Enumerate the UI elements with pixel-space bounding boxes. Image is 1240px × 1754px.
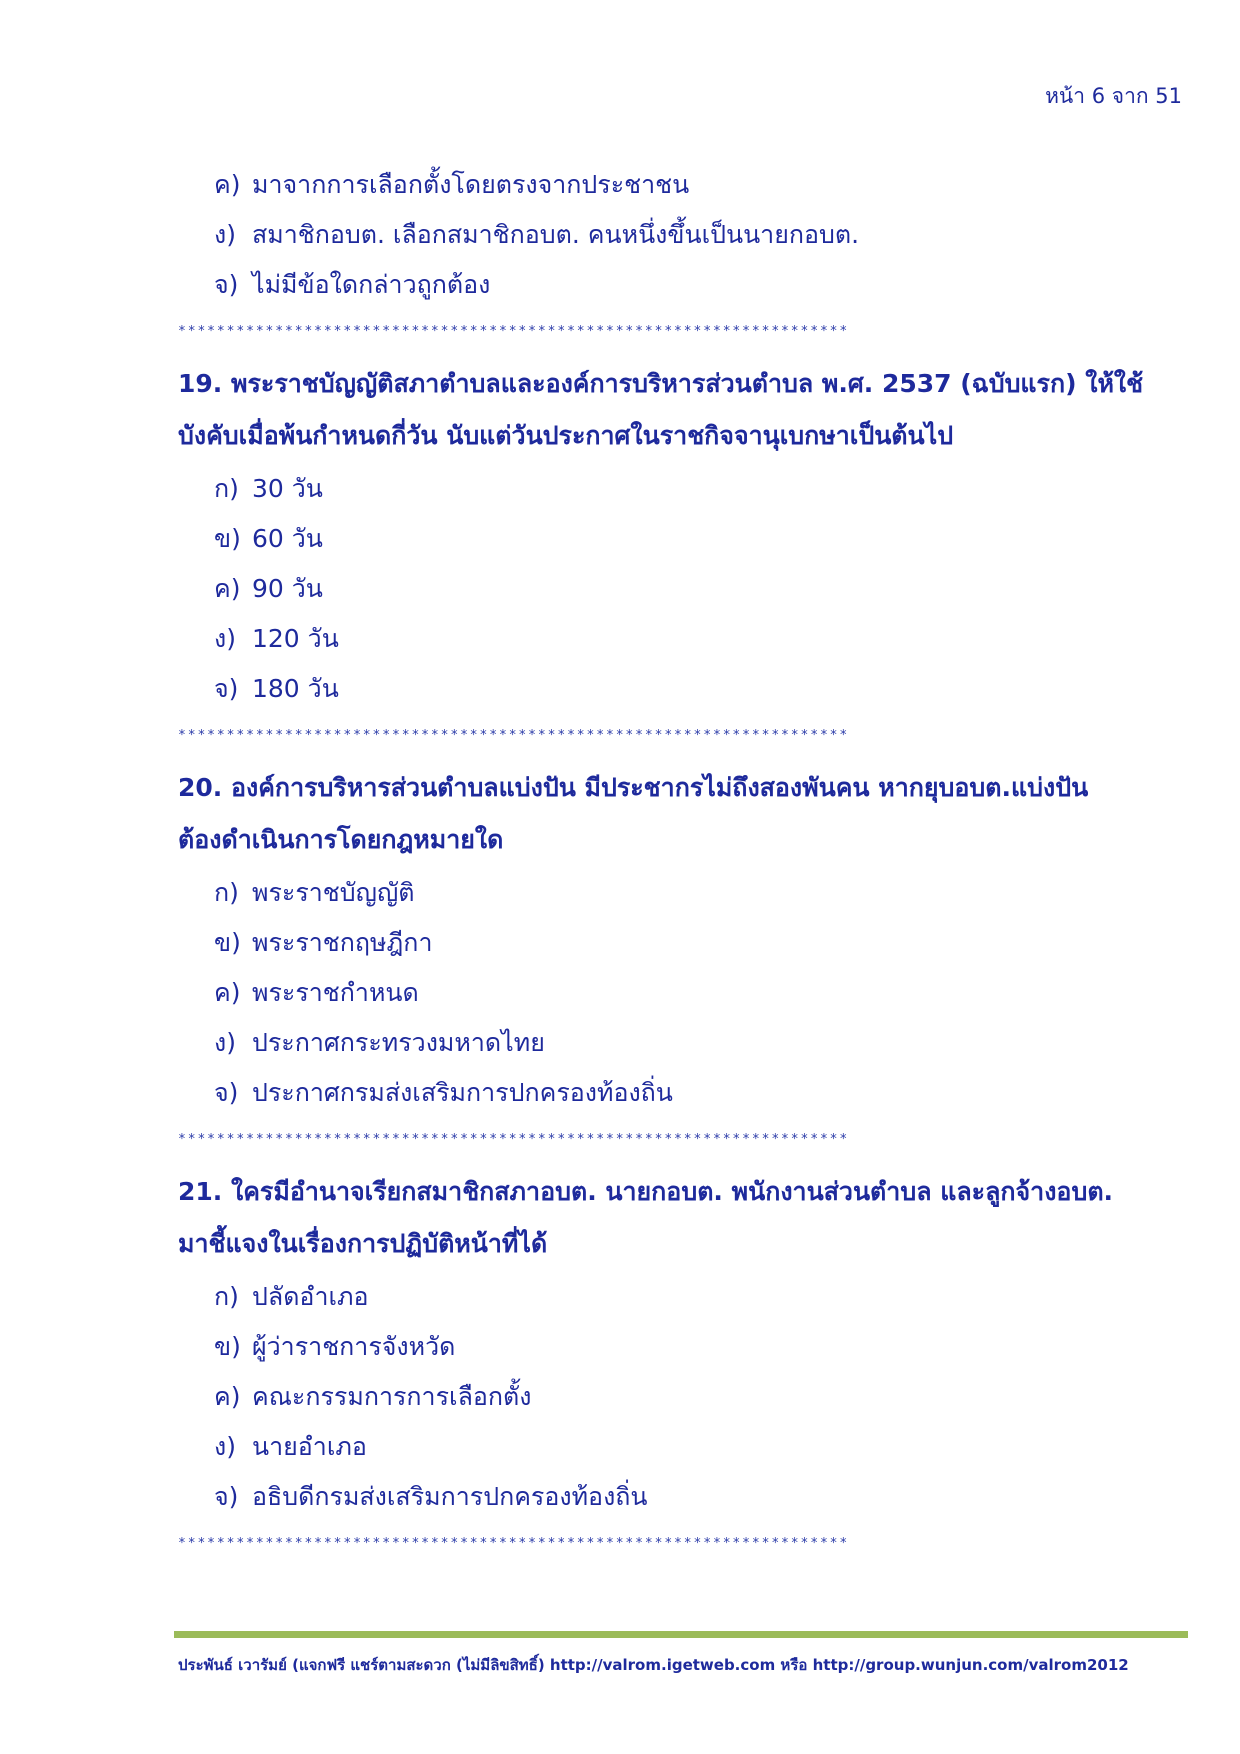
option-text: 90 วัน bbox=[252, 574, 323, 603]
separator-line: ********************************************************************* bbox=[178, 1132, 850, 1147]
option-text: นายอำเภอ bbox=[252, 1432, 367, 1461]
question-text-line: 20. องค์การบริหารส่วนตำบลแบ่งปัน มีประชากรไม่ถึงสองพันคน หากยุบอบต.แบ่งปัน bbox=[178, 773, 1089, 802]
option-text: คณะกรรมการการเลือกตั้ง bbox=[252, 1382, 532, 1411]
option-label: จ) bbox=[214, 1482, 239, 1511]
option-label: ง) bbox=[214, 1028, 236, 1057]
option-item bbox=[214, 1472, 1188, 1522]
question-20-options bbox=[178, 868, 1188, 1118]
question-text-line: บังคับเมื่อพ้นกำหนดกี่วัน นับแต่วันประกาศในราชกิจจานุเบกษาเป็นต้นไป bbox=[178, 421, 954, 450]
question-20 bbox=[178, 762, 1188, 866]
option-label: ก) bbox=[214, 1282, 239, 1311]
option-text: มาจากการเลือกตั้งโดยตรงจากประชาชน bbox=[252, 170, 690, 199]
option-item bbox=[214, 1068, 1188, 1118]
option-text: ผู้ว่าราชการจังหวัด bbox=[252, 1332, 456, 1361]
option-label: จ) bbox=[214, 674, 239, 703]
option-text: 180 วัน bbox=[252, 674, 339, 703]
option-label: ค) bbox=[214, 170, 241, 199]
option-text: พระราชกฤษฎีกา bbox=[252, 928, 433, 957]
question-21 bbox=[178, 1166, 1188, 1270]
option-item bbox=[214, 918, 1188, 968]
option-item bbox=[214, 664, 1188, 714]
option-item bbox=[214, 564, 1188, 614]
option-label: จ) bbox=[214, 1078, 239, 1107]
option-text: 120 วัน bbox=[252, 624, 339, 653]
option-item bbox=[214, 1272, 1188, 1322]
option-text: 60 วัน bbox=[252, 524, 323, 553]
option-item bbox=[214, 514, 1188, 564]
option-label: ง) bbox=[214, 220, 236, 249]
page-number-label: หน้า 6 จาก 51 bbox=[1045, 84, 1182, 108]
question-text-line: มาชี้แจงในเรื่องการปฏิบัติหน้าที่ได้ bbox=[178, 1229, 548, 1258]
option-item bbox=[214, 1018, 1188, 1068]
separator-line: ********************************************************************* bbox=[178, 324, 850, 339]
option-item bbox=[214, 1322, 1188, 1372]
previous-question-options bbox=[178, 160, 1188, 310]
option-label: ข) bbox=[214, 1332, 241, 1361]
question-text-line: 21. ใครมีอำนาจเรียกสมาชิกสภาอบต. นายกอบต. พนักงานส่วนตำบล และลูกจ้างอบต. bbox=[178, 1177, 1114, 1206]
footer-divider bbox=[174, 1631, 1188, 1638]
option-item bbox=[214, 868, 1188, 918]
option-label: จ) bbox=[214, 270, 239, 299]
option-text: พระราชกำหนด bbox=[252, 978, 419, 1007]
option-text: ประกาศกรมส่งเสริมการปกครองท้องถิ่น bbox=[252, 1078, 673, 1107]
option-item bbox=[214, 260, 1188, 310]
exam-content bbox=[178, 160, 1188, 1566]
option-item bbox=[214, 464, 1188, 514]
option-item bbox=[214, 210, 1188, 260]
option-text: ปลัดอำเภอ bbox=[252, 1282, 369, 1311]
option-item bbox=[214, 1422, 1188, 1472]
footer-credit: ประพันธ์ เวารัมย์ (แจกฟรี แชร์ตามสะดวก (ไม่มีลิขสิทธิ์) http://valrom.igetweb.com หรือ http://group.wunjun.com/valrom2012 bbox=[178, 1656, 1129, 1674]
option-label: ง) bbox=[214, 624, 236, 653]
option-label: ค) bbox=[214, 574, 241, 603]
question-19 bbox=[178, 358, 1188, 462]
option-label: ค) bbox=[214, 978, 241, 1007]
option-label: ค) bbox=[214, 1382, 241, 1411]
option-text: ประกาศกระทรวงมหาดไทย bbox=[252, 1028, 545, 1057]
option-text: พระราชบัญญัติ bbox=[252, 878, 415, 907]
option-text: อธิบดีกรมส่งเสริมการปกครองท้องถิ่น bbox=[252, 1482, 648, 1511]
option-item bbox=[214, 614, 1188, 664]
separator-line: ********************************************************************* bbox=[178, 728, 850, 743]
question-text-line: 19. พระราชบัญญัติสภาตำบลและองค์การบริหารส่วนตำบล พ.ศ. 2537 (ฉบับแรก) ให้ใช้ bbox=[178, 369, 1144, 398]
option-item bbox=[214, 1372, 1188, 1422]
option-label: ก) bbox=[214, 878, 239, 907]
option-item bbox=[214, 160, 1188, 210]
separator-line: ********************************************************************* bbox=[178, 1536, 850, 1551]
option-text: ไม่มีข้อใดกล่าวถูกต้อง bbox=[252, 270, 491, 299]
question-text-line: ต้องดำเนินการโดยกฎหมายใด bbox=[178, 825, 504, 854]
option-label: ข) bbox=[214, 928, 241, 957]
question-21-options bbox=[178, 1272, 1188, 1522]
option-text: 30 วัน bbox=[252, 474, 323, 503]
option-label: ก) bbox=[214, 474, 239, 503]
option-text: สมาชิกอบต. เลือกสมาชิกอบต. คนหนึ่งขึ้นเป็นนายกอบต. bbox=[252, 220, 860, 249]
option-label: ง) bbox=[214, 1432, 236, 1461]
option-item bbox=[214, 968, 1188, 1018]
option-label: ข) bbox=[214, 524, 241, 553]
question-19-options bbox=[178, 464, 1188, 714]
